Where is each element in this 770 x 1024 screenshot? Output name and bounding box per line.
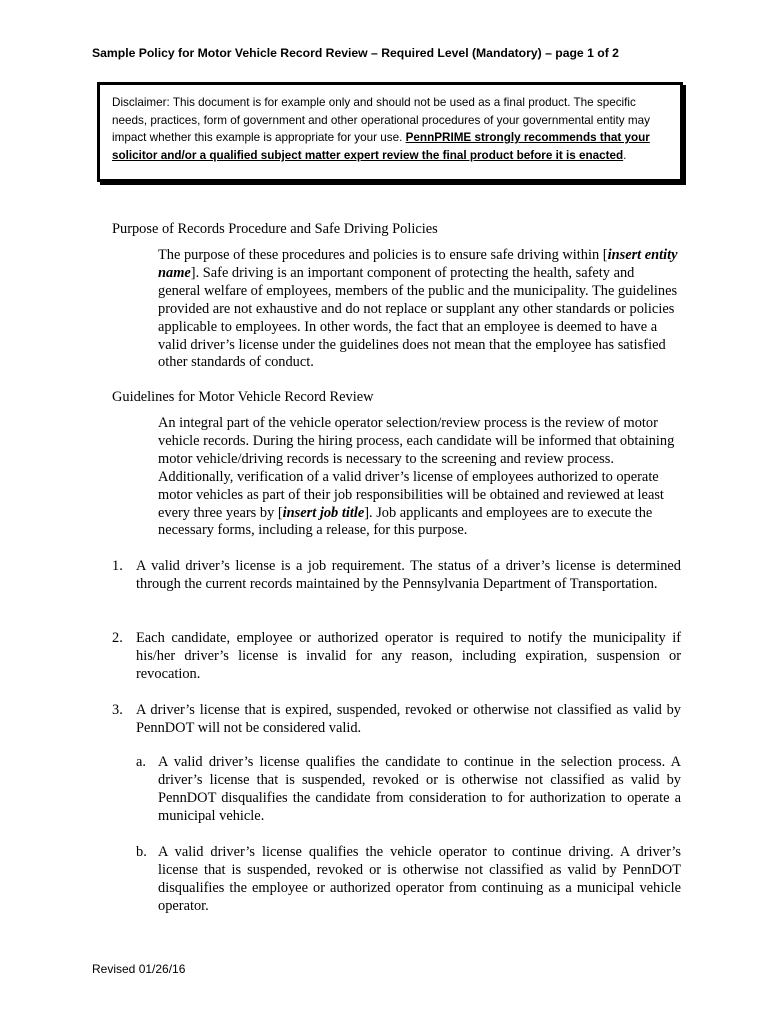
list-item-number: 2. [112, 630, 123, 646]
guidelines-text-part1: An integral part of the vehicle operator selection/review process is the review of motor vehicle records. During the hiring process, each candidate will be informed that obtaining motor vehicle/driving records is necessary to the screening and review process. Additionally, verification of a valid driver’s license of employees authorized to operate motor vehicles as part of their job responsibilities will be obtained and reviewed at least every three years by [ [158, 415, 675, 521]
list-item: Each candidate, employee or authorized operator is required to notify the municipality if his/her driver’s license is invalid for any reason, including expiration, suspension or revocation. [136, 630, 681, 682]
list-item-number: 1. [112, 558, 123, 574]
disclaimer-text: Disclaimer: This document is for example only and should not be used as a final product. The specific needs, practices, form of government and other operational procedures of your governmental entity may impact whether this example is appropriate for your use. [112, 96, 650, 145]
purpose-text-part1: The purpose of these procedures and policies is to ensure safe driving within [ [158, 247, 608, 263]
sublist-item: A valid driver’s license qualifies the candidate to continue in the selection process. A driver’s license that is suspended, revoked or is otherwise not classified as valid by PennDOT disqualifies the candidate from consideration to for authorization to operate a municipal vehicle. [158, 754, 681, 824]
purpose-text-part2: ]. Safe driving is an important component of protecting the health, safety and general welfare of employees, members of the public and the municipality. The guidelines provided are not exhaustive and do not replace or supplant any other standards or policies applicable to employees. In other words, the fact that an employee is deemed to have a valid driver’s license under the guidelines does not mean that the employee has satisfied other standards of conduct. [158, 264, 678, 371]
section-heading-guidelines: Guidelines for Motor Vehicle Record Review [112, 389, 374, 405]
sublist-item: A valid driver’s license qualifies the vehicle operator to continue driving. A driver’s license that is suspended, revoked or is otherwise not classified as valid by PennDOT disqualifies the employee or authorized operator from continuing as a municipal vehicle operator. [158, 844, 681, 914]
sublist-item-letter: a. [136, 754, 146, 770]
list-item: A valid driver’s license is a job requirement. The status of a driver’s license is determined through the current records maintained by the Pennsylvania Department of Transportation. [136, 558, 681, 592]
page-title: Sample Policy for Motor Vehicle Record Review – Required Level (Mandatory) – page 1 of 2 [92, 46, 619, 60]
list-item: A driver’s license that is expired, suspended, revoked or otherwise not classified as valid by PennDOT will not be considered valid. [136, 702, 681, 736]
revised-date: Revised 01/26/16 [92, 962, 186, 976]
section-heading-purpose: Purpose of Records Procedure and Safe Driving Policies [112, 221, 438, 237]
guidelines-text-part2: ]. Job applicants and employees are to execute the necessary forms, including a release, for this purpose. [158, 504, 653, 539]
sublist-item-letter: b. [136, 844, 147, 860]
disclaimer-box [97, 82, 683, 182]
disclaimer-emphasis: PennPRIME strongly recommends that your solicitor and/or a qualified subject matter expert review the final product before it is enacted [112, 131, 650, 162]
purpose-paragraph [158, 247, 678, 372]
guidelines-paragraph [158, 415, 678, 540]
list-item-number: 3. [112, 702, 123, 718]
job-title-placeholder: insert job title [282, 504, 365, 521]
disclaimer-end: . [623, 148, 627, 162]
entity-name-placeholder: insert entity name [158, 247, 678, 281]
